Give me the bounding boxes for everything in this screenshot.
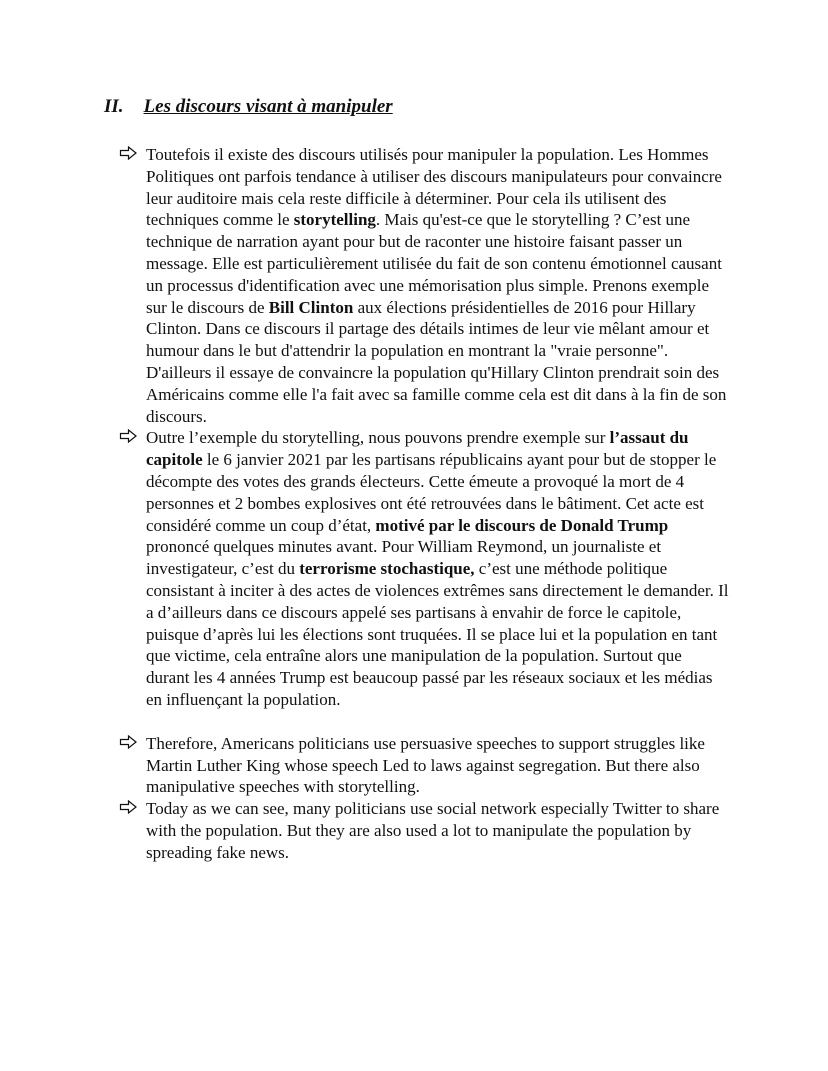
bullet-text [146, 798, 729, 863]
text-run: c’est une méthode politique consistant à inciter à des actes de violences extrêmes sans directement le demander. Il a d’ailleurs dans ce discours appelé ses partisans à envahir de force le capitole, puisque d’après lui les élections sont truquées. Il se place lui et la population en tant que victime, cela entraîne alors une manipulation de la population. Surtout que durant les 4 années Trump est beaucoup passé par les réseaux sociaux et les médias en influençant la population. [146, 559, 729, 709]
bold-text: motivé par le discours de Donald Trump [375, 515, 669, 535]
arrow-right-outline-icon [119, 799, 138, 815]
text-run: Toutefois il existe des discours utilisés pour manipuler la population. Les Hommes Politiques ont parfois tendance à utiliser des discours manipulateurs pour convaincre leur auditoire mais cela reste difficile à déterminer. Pour cela ils utilisent des techniques comme le [146, 145, 722, 230]
text-run: aux élections présidentielles de 2016 pour Hillary Clinton. Dans ce discours il partage des détails intimes de leur vie mêlant amour et humour dans le but d'attendrir la population en montrant la "vraie personne". D'ailleurs il essaye de convaincre la population qu'Hillary Clinton prendrait soin des Américains comme elle l'a fait avec sa famille comme cela est dit dans à la fin de son discours. [146, 297, 727, 426]
bold-text: Bill Clinton [268, 297, 354, 317]
bullet-item [119, 733, 729, 798]
bullet-item [119, 798, 729, 863]
arrow-right-outline-icon [119, 145, 138, 161]
section-title: Les discours visant à manipuler [143, 96, 393, 117]
bold-text: terrorisme stochastique, [299, 559, 475, 579]
bullet-text [146, 144, 729, 427]
text-run: Today as we can see, many politicians use social network especially Twitter to share with the population. But they are also used a lot to manipulate the population by spreading fake news. [146, 799, 720, 862]
bullet-text [146, 427, 729, 710]
bullet-item [119, 427, 729, 710]
text-run: Outre l’exemple du storytelling, nous pouvons prendre exemple sur [146, 428, 610, 448]
bullet-list [119, 144, 729, 864]
bold-text: storytelling [293, 210, 376, 230]
bullet-item [119, 144, 729, 427]
bold-text: l’assaut du capitole [146, 428, 689, 470]
bullet-text [146, 733, 729, 798]
arrow-right-outline-icon [119, 734, 138, 750]
arrow-right-outline-icon [119, 428, 138, 444]
text-run: . Mais qu'est-ce que le storytelling ? C’est une technique de narration ayant pour but de raconter une histoire faisant passer un message. Elle est particulièrement utilisée du fait de son contenu émotionnel causant un processus d'identification avec une mémorisation plus simple. Prenons exemple sur le discours de [146, 210, 722, 317]
section-number: II. [104, 96, 124, 117]
section-heading [104, 96, 393, 118]
text-run: le 6 janvier 2021 par les partisans républicains ayant pour but de stopper le décompte des votes des grands électeurs. Cette émeute a provoqué la mort de 4 personnes et 2 bombes explosives ont été retrouvées dans le bâtiment. Cet acte est considéré comme un coup d’état, [146, 450, 717, 535]
text-run: Therefore, Americans politicians use persuasive speeches to support struggles like Martin Luther King whose speech Led to laws against segregation. But there also manipulative speeches with storytelling. [146, 733, 705, 797]
text-run: prononcé quelques minutes avant. Pour William Reymond, un journaliste et investigateur, c’est du [146, 537, 662, 579]
